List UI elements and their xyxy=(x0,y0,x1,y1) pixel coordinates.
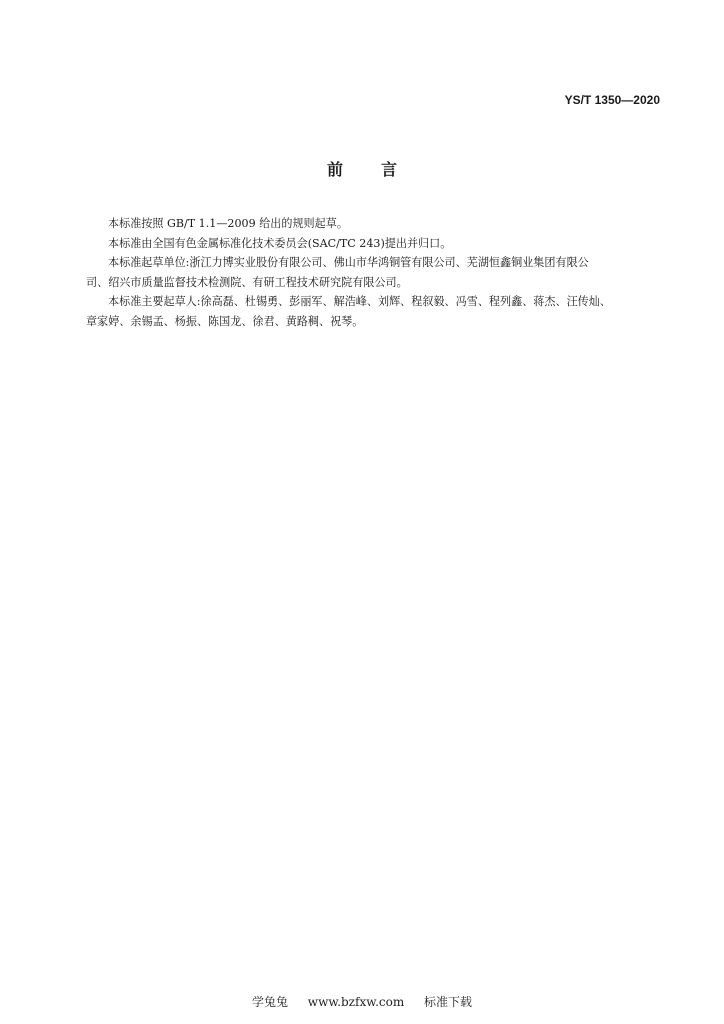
standard-code: YS/T 1350—2020 xyxy=(564,93,660,107)
paragraph-drafting-units-line1: 本标准起草单位:浙江力博实业股份有限公司、佛山市华鸿铜管有限公司、芜湖恒鑫铜业集团有限公 xyxy=(108,256,589,269)
footer-watermark xyxy=(0,993,724,1010)
paragraph-drafters-line1: 本标准主要起草人:徐高磊、杜锡勇、彭丽军、解浩峰、刘辉、程叙毅、冯雪、程列鑫、蒋杰、汪传灿、 xyxy=(108,295,611,308)
title-char-2: 言 xyxy=(381,160,398,179)
paragraph-drafters-line2: 章家婷、余锡孟、杨振、陈国龙、徐君、黄路稠、祝琴。 xyxy=(86,314,364,328)
paragraph-drafting-rules: 本标准按照 GB/T 1.1—2009 给出的规则起草。 xyxy=(108,217,348,230)
footer-url[interactable]: www.bzfxw.com xyxy=(307,995,405,1009)
footer-site-name: 学兔兔 xyxy=(251,995,288,1009)
page-title xyxy=(0,157,724,180)
title-char-1: 前 xyxy=(326,160,343,179)
paragraph-proposer: 本标准由全国有色金属标准化技术委员会(SAC/TC 243)提出并归口。 xyxy=(108,236,452,250)
footer-tagline: 标准下载 xyxy=(424,995,473,1009)
paragraph-drafting-units-line2: 司、绍兴市质量监督技术检测院、有研工程技术研究院有限公司。 xyxy=(86,275,408,289)
foreword-body xyxy=(86,214,660,331)
